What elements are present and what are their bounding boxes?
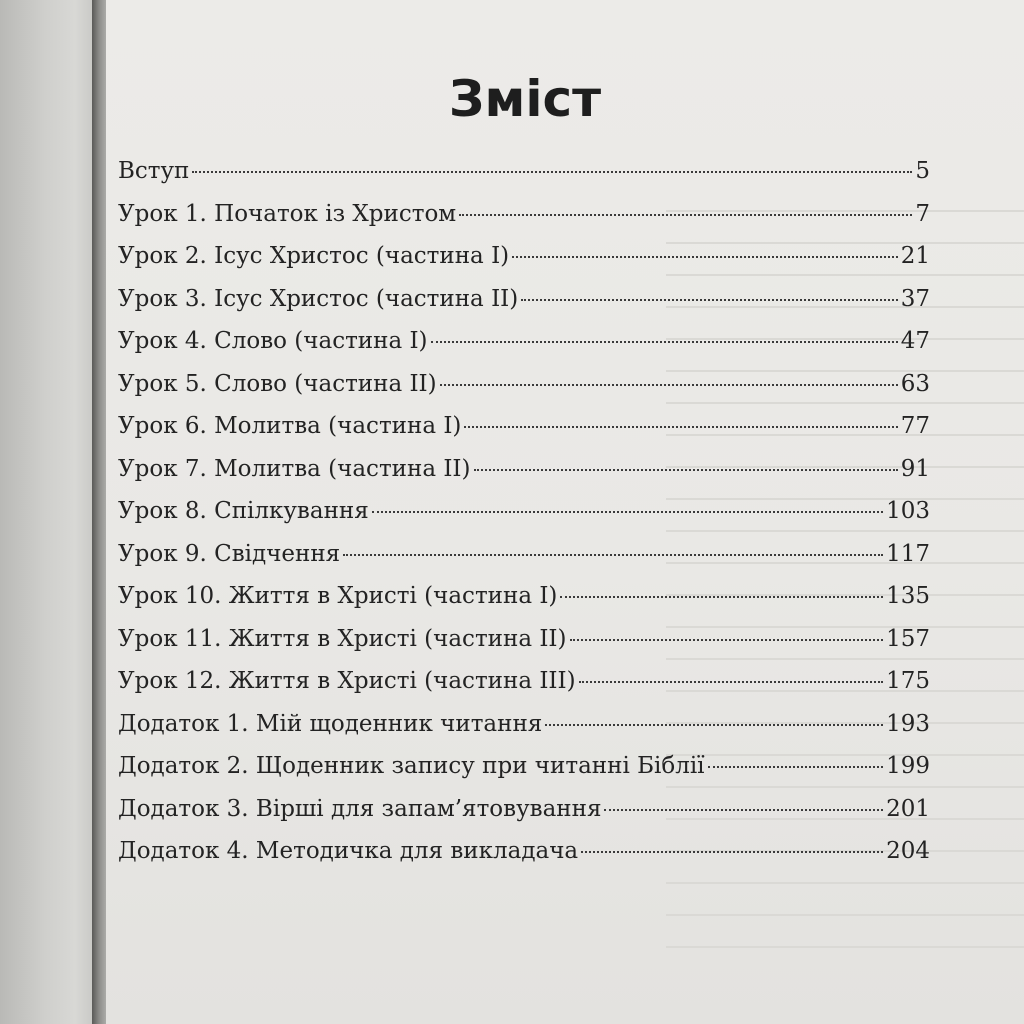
toc-entry: [118, 413, 930, 456]
toc-entry: [118, 541, 930, 584]
toc-entry-title: Урок 5. Слово (частина II): [118, 370, 437, 397]
dot-leader: [464, 425, 897, 428]
dot-leader: [343, 553, 883, 556]
toc-entry: [118, 668, 930, 711]
dot-leader: [604, 808, 883, 811]
toc-entry-page-number: 103: [886, 498, 930, 524]
toc-entry: [118, 371, 930, 414]
toc-entry-title: Урок 8. Спілкування: [118, 498, 369, 524]
toc-entry: [118, 838, 930, 881]
left-page: [0, 0, 100, 1024]
toc-entry-page-number: 193: [886, 710, 930, 737]
dot-leader: [431, 340, 898, 343]
toc-entry: [118, 583, 930, 626]
toc-entry-title: Урок 3. Ісус Христос (частина II): [118, 285, 519, 312]
toc-entry: [118, 796, 930, 839]
toc-entry: [118, 498, 930, 541]
dot-leader: [570, 638, 884, 641]
dot-leader: [459, 213, 912, 216]
toc-entry-page-number: 21: [900, 243, 930, 269]
dot-leader: [545, 723, 883, 726]
toc-entry-title: Урок 7. Молитва (частина II): [118, 455, 471, 482]
toc-entry-page-number: 77: [900, 413, 930, 439]
toc-entry-title: Додаток 1. Мій щоденник читання: [118, 710, 543, 737]
toc-entry: [118, 711, 930, 754]
toc-entry: [118, 286, 930, 329]
toc-entry: [118, 456, 930, 499]
dot-leader: [581, 850, 883, 853]
toc-entry-title: Додаток 2. Щоденник запису при читанні Біблії: [118, 753, 705, 779]
toc-entry-page-number: 47: [900, 328, 930, 354]
toc-entry-title: Урок 2. Ісус Христос (частина I): [118, 243, 510, 269]
toc-entry-page-number: 204: [886, 838, 930, 864]
toc-entry-title: Урок 11. Життя в Христі (частина II): [118, 625, 567, 652]
toc-entry-title: Урок 4. Слово (частина I): [118, 328, 428, 354]
toc-entry: [118, 243, 930, 286]
toc-entry-page-number: 63: [900, 370, 930, 397]
table-of-contents: [118, 158, 930, 881]
dot-leader: [579, 680, 884, 683]
toc-entry-title: Урок 1. Початок із Христом: [118, 200, 457, 227]
toc-entry-title: Урок 6. Молитва (частина I): [118, 413, 462, 439]
toc-entry-page-number: 91: [900, 455, 930, 482]
toc-entry-page-number: 135: [886, 583, 930, 609]
toc-entry-page-number: 5: [915, 158, 930, 184]
toc-entry: [118, 626, 930, 669]
toc-entry-page-number: 201: [886, 795, 930, 822]
dot-leader: [372, 510, 883, 513]
toc-entry: [118, 328, 930, 371]
toc-entry: [118, 201, 930, 244]
toc-entry: [118, 158, 930, 201]
dot-leader: [440, 383, 898, 386]
toc-entry-page-number: 157: [886, 625, 930, 652]
toc-entry-title: Урок 9. Свідчення: [118, 540, 341, 567]
dot-leader: [192, 170, 912, 173]
toc-entry-title: Урок 12. Життя в Христі (частина III): [118, 668, 576, 694]
dot-leader: [708, 765, 884, 768]
toc-entry-page-number: 199: [886, 753, 930, 779]
page-title: Зміст: [448, 70, 602, 128]
dot-leader: [512, 255, 898, 258]
toc-entry: [118, 753, 930, 796]
toc-entry-page-number: 117: [886, 540, 930, 567]
dot-leader: [521, 298, 897, 301]
toc-entry-title: Урок 10. Життя в Христі (частина I): [118, 583, 558, 609]
toc-entry-title: Додаток 4. Методичка для викладача: [118, 838, 579, 864]
toc-entry-title: Вступ: [118, 158, 190, 184]
toc-entry-page-number: 7: [915, 200, 930, 227]
toc-entry-page-number: 175: [886, 668, 930, 694]
dot-leader: [560, 595, 883, 598]
dot-leader: [474, 468, 898, 471]
toc-entry-page-number: 37: [900, 285, 930, 312]
toc-entry-title: Додаток 3. Вірші для запам’ятовування: [118, 795, 602, 822]
